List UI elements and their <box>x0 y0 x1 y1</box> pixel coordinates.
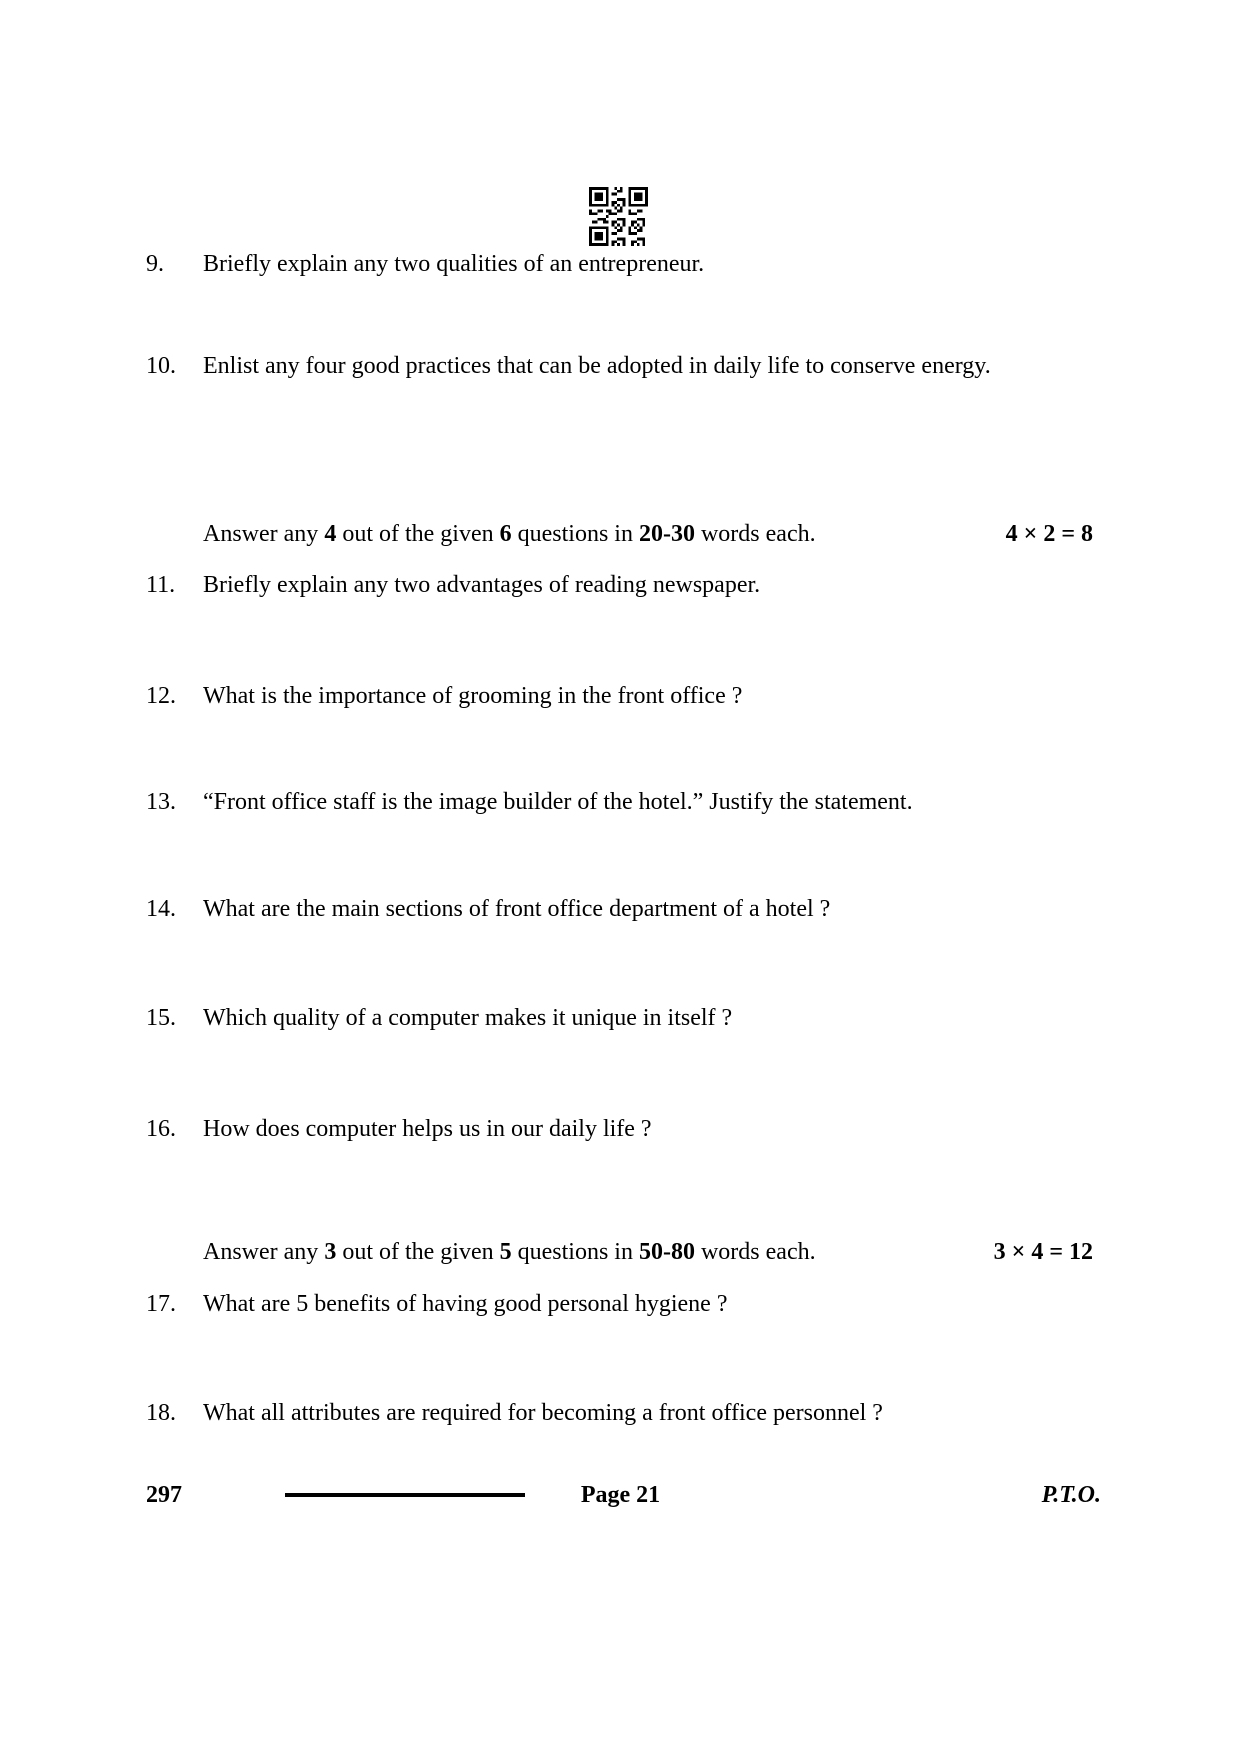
booklet-code: 297 <box>146 1482 182 1508</box>
question-number: 17. <box>146 1291 176 1317</box>
question-number: 16. <box>146 1116 176 1142</box>
question-number: 15. <box>146 1005 176 1031</box>
section-instruction: Answer any 3 out of the given 5 questions in 50-80 words each. <box>203 1239 816 1265</box>
question-text: How does computer helps us in our daily life ? <box>203 1116 652 1142</box>
question-number: 11. <box>146 572 176 598</box>
question-text: What are the main sections of front office department of a hotel ? <box>203 896 831 922</box>
question-text: “Front office staff is the image builder of the hotel.” Justify the statement. <box>203 789 913 815</box>
question-text: Which quality of a computer makes it unique in itself ? <box>203 1005 733 1031</box>
qr-code-image <box>589 187 648 246</box>
question-text: Enlist any four good practices that can be adopted in daily life to conserve energy. <box>203 353 991 379</box>
question-text: Briefly explain any two advantages of reading newspaper. <box>203 572 761 598</box>
pto-label: P.T.O. <box>1041 1482 1101 1508</box>
question-number: 18. <box>146 1400 176 1426</box>
question-text: What are 5 benefits of having good personal hygiene ? <box>203 1291 728 1317</box>
marks-note: 3 × 4 = 12 <box>993 1239 1093 1265</box>
question-number: 12. <box>146 683 176 709</box>
page-number: Page 21 <box>580 1482 661 1508</box>
marks-note: 4 × 2 = 8 <box>1005 521 1093 547</box>
question-number: 14. <box>146 896 176 922</box>
question-text: What all attributes are required for becoming a front office personnel ? <box>203 1400 883 1426</box>
question-number: 13. <box>146 789 176 815</box>
question-number: 9. <box>146 251 164 277</box>
question-text: Briefly explain any two qualities of an entrepreneur. <box>203 251 705 277</box>
question-number: 10. <box>146 353 176 379</box>
question-text: What is the importance of grooming in the front office ? <box>203 683 743 709</box>
section-instruction: Answer any 4 out of the given 6 questions in 20-30 words each. <box>203 521 816 547</box>
